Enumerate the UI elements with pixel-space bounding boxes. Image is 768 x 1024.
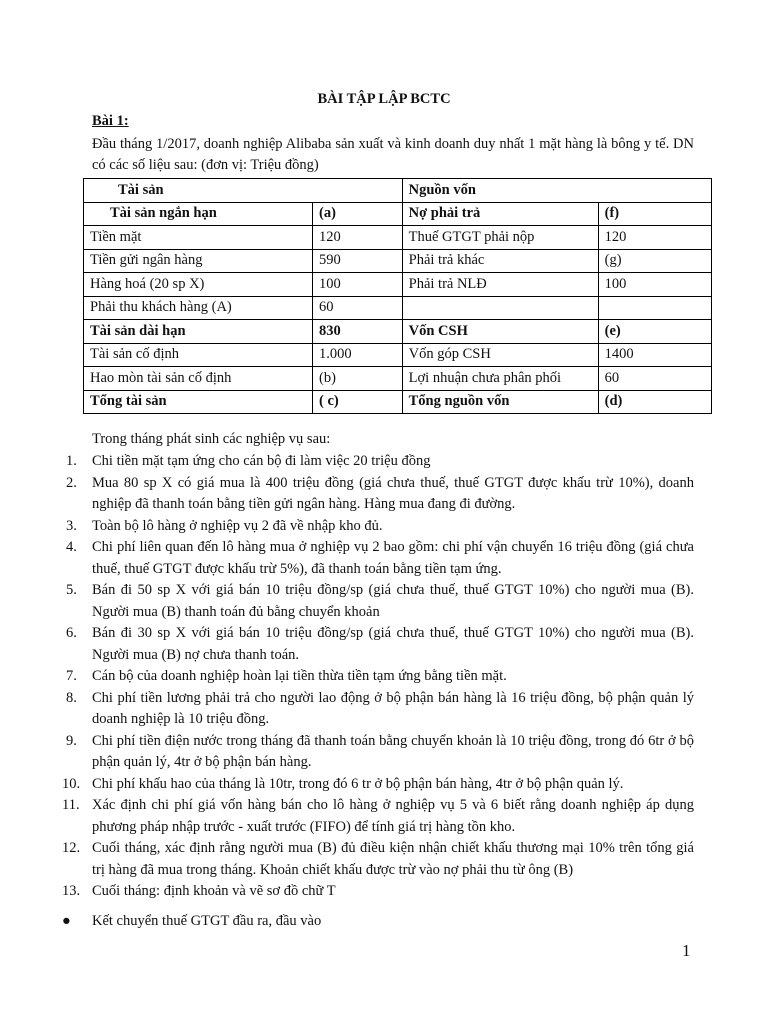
list-text: Cuối tháng: định khoản và vẽ sơ đồ chữ T [92, 883, 336, 899]
table-row [84, 296, 712, 320]
table-cell: 60 [598, 367, 711, 391]
document-title: BÀI TẬP LẬP BCTC [317, 91, 451, 107]
list-text: Chi tiền mặt tạm ứng cho cán bộ đi làm việc 20 triệu đồng [92, 453, 431, 469]
list-text: Cuối tháng, xác định rằng người mua (B) đủ điều kiện nhận chiết khấu thương mại 10% trên tổng giá trị hàng đã mua trong tháng. Khoản chiết khấu được trừ vào nợ phải thu từ ông (B) [92, 840, 694, 878]
list-item [66, 731, 694, 774]
bullet-text: Kết chuyển thuế GTGT đầu ra, đầu vào [92, 913, 322, 929]
table-row [84, 367, 712, 391]
operations-list [62, 451, 694, 903]
table-cell [598, 296, 711, 320]
list-item [66, 688, 694, 731]
list-number: 11. [62, 797, 80, 813]
table-row [84, 249, 712, 273]
list-text: Chi phí tiền lương phải trả cho người lao động ở bộ phận bán hàng là 16 triệu đồng, bộ phận quản lý doanh nghiệp là 10 triệu đồng. [92, 689, 694, 727]
table-cell: Phải trả NLĐ [402, 273, 598, 297]
table-cell: Tài sản cố định [84, 343, 313, 367]
table-cell: Lợi nhuận chưa phân phối [402, 367, 598, 391]
table-cell: 60 [312, 296, 402, 320]
list-text: Bán đi 50 sp X với giá bán 10 triệu đồng/sp (giá chưa thuế, thuế GTGT 10%) cho người mua (B). Người mua (B) thanh toán đủ bằng chuyển khoản [92, 582, 694, 620]
table-cell: (d) [598, 390, 711, 414]
list-number: 4. [66, 539, 77, 555]
bullet-icon: ● [62, 913, 71, 929]
list-number: 7. [66, 668, 77, 684]
list-number: 3. [66, 517, 77, 534]
header-assets: Tài sản [84, 179, 403, 203]
list-number: 13. [62, 883, 81, 899]
table-cell: Vốn CSH [402, 320, 598, 344]
table-cell: 120 [312, 226, 402, 250]
bullet-item [62, 911, 322, 933]
table-cell: 120 [598, 226, 711, 250]
exercise-heading: Bài 1: [92, 113, 129, 129]
table-cell: 100 [312, 273, 402, 297]
list-number: 5. [66, 582, 77, 598]
list-text: Xác định chi phí giá vốn hàng bán cho lô hàng ở nghiệp vụ 5 và 6 biết rằng doanh nghiệp áp dụng phương pháp nhập trước - xuất trước (FIFO) để tính giá trị hàng tồn kho. [92, 797, 694, 835]
table-row [84, 273, 712, 297]
list-item [66, 516, 694, 538]
list-number: 10. [62, 775, 81, 792]
table-cell: (a) [312, 202, 402, 226]
table-cell: Phải trả khác [402, 249, 598, 273]
table-cell: ( c) [312, 390, 402, 414]
table-cell: 830 [312, 320, 402, 344]
intro-paragraph: Đầu tháng 1/2017, doanh nghiệp Alibaba sản xuất và kinh doanh duy nhất 1 mặt hàng là bông y tế. DN có các số liệu sau: (đơn vị: Triệu đồng) [92, 136, 694, 173]
table-cell: (g) [598, 249, 711, 273]
list-item [62, 774, 694, 796]
list-text: Chi phí khấu hao của tháng là 10tr, trong đó 6 tr ở bộ phận bán hàng, 4tr ở bộ phận quản lý. [92, 775, 624, 792]
table-cell: Tổng nguồn vốn [402, 390, 598, 414]
table-cell: Tổng tài sản [84, 390, 313, 414]
list-number: 1. [66, 453, 77, 469]
table-cell: (b) [312, 367, 402, 391]
list-number: 8. [66, 689, 77, 706]
list-item [66, 666, 694, 688]
table-row [84, 390, 712, 414]
table-cell: Tài sản dài hạn [84, 320, 313, 344]
table-cell: 100 [598, 273, 711, 297]
list-item [62, 795, 694, 838]
table-cell: Tiền gửi ngân hàng [84, 249, 313, 273]
list-item [62, 881, 694, 903]
table-row [84, 226, 712, 250]
list-number: 12. [62, 840, 81, 856]
table-cell: Nợ phải trả [402, 202, 598, 226]
list-text: Cán bộ của doanh nghiệp hoàn lại tiền thừa tiền tạm ứng bằng tiền mặt. [92, 668, 507, 684]
table-cell: Vốn góp CSH [402, 343, 598, 367]
list-item [62, 838, 694, 881]
table-cell: 1400 [598, 343, 711, 367]
list-item [66, 473, 694, 516]
list-text: Bán đi 30 sp X với giá bán 10 triệu đồng/sp (giá chưa thuế, thuế GTGT 10%) cho người mua (B). Người mua (B) nợ chưa thanh toán. [92, 625, 694, 663]
table-cell: Phải thu khách hàng (A) [84, 296, 313, 320]
table-header-row [84, 179, 712, 203]
table-row [84, 202, 712, 226]
table-cell [402, 296, 598, 320]
list-text: Chi phí tiền điện nước trong tháng đã thanh toán bằng chuyển khoản là 10 triệu đồng, trong đó 6tr ở bộ phận quản lý, 4tr ở bộ phận bán hàng. [92, 732, 694, 770]
list-item [66, 580, 694, 623]
table-cell: Thuế GTGT phải nộp [402, 226, 598, 250]
table-cell: Hao mòn tài sản cố định [84, 367, 313, 391]
list-item [66, 623, 694, 666]
list-text: Mua 80 sp X có giá mua là 400 triệu đồng (giá chưa thuế, thuế GTGT được khấu trừ 10%), doanh nghiệp đã thanh toán bằng tiền gửi ngân hàng. Hàng mua đang đi đường. [92, 474, 694, 512]
table-cell: Hàng hoá (20 sp X) [84, 273, 313, 297]
table-cell: (f) [598, 202, 711, 226]
list-number: 2. [66, 474, 77, 491]
table-cell: 1.000 [312, 343, 402, 367]
header-sources: Nguồn vốn [402, 179, 711, 203]
balance-sheet-table [83, 178, 712, 414]
list-item [66, 537, 694, 580]
list-text: Toàn bộ lô hàng ở nghiệp vụ 2 đã về nhập kho đủ. [92, 517, 383, 534]
table-cell: Tiền mặt [84, 226, 313, 250]
operations-lead: Trong tháng phát sinh các nghiệp vụ sau: [92, 431, 331, 447]
list-number: 6. [66, 625, 77, 641]
table-row [84, 320, 712, 344]
list-text: Chi phí liên quan đến lô hàng mua ở nghiệp vụ 2 bao gồm: chi phí vận chuyển 16 triệu đồng (giá chưa thuế, thuế GTGT được khấu trừ 5%), đã thanh toán bằng tiền tạm ứng. [92, 539, 694, 577]
table-row [84, 343, 712, 367]
list-number: 9. [66, 732, 77, 749]
table-cell: (e) [598, 320, 711, 344]
table-cell: Tài sản ngắn hạn [84, 202, 313, 226]
page-number: 1 [682, 941, 691, 960]
list-item [66, 451, 694, 473]
table-cell: 590 [312, 249, 402, 273]
